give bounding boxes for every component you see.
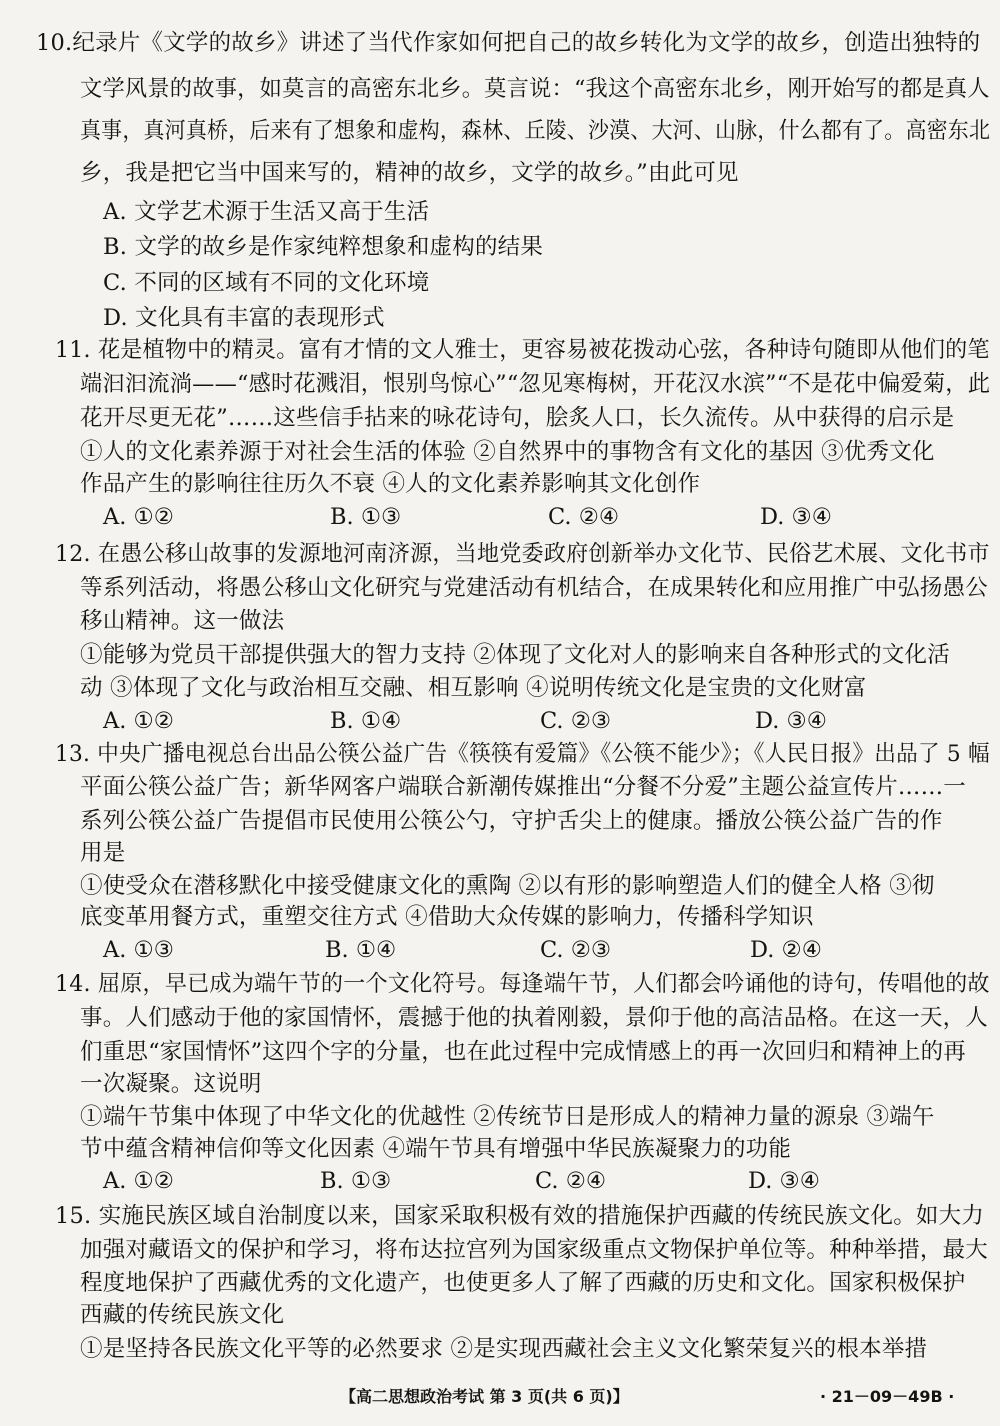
question-11-stem-line: 作品产生的影响往往历久不衰 ④人的文化素养影响其文化创作 [80, 471, 701, 497]
option-c: C. ②③ [540, 708, 612, 734]
option-b: B. ①③ [320, 1168, 392, 1194]
question-10-stem-line: 文学风景的故事，如莫言的高密东北乡。莫言说：“我这个高密东北乡，刚开始写的都是真人 [80, 76, 990, 102]
question-10-stem-line: 乡，我是把它当中国来写的，精神的故乡，文学的故乡。”由此可见 [80, 160, 739, 186]
option-d: D. ③④ [748, 1168, 820, 1194]
question-14-stem-line: 14. 屈原，早已成为端午节的一个文化符号。每逢端午节，人们都会吟诵他的诗句，传唱他的故 [55, 971, 990, 997]
option-a: A. ①② [103, 1168, 174, 1194]
option-a: A. ①③ [103, 937, 174, 963]
footer-exam-title: 【高二思想政治考试 第 3 页(共 6 页)】 [340, 1387, 629, 1406]
choice-d: D. 文化具有丰富的表现形式 [103, 305, 385, 331]
footer-exam-code: · 21－09－49B · [820, 1387, 955, 1406]
question-12-stem-line: 移山精神。这一做法 [80, 608, 285, 634]
question-13-stem-line: 13. 中央广播电视总台出品公筷公益广告《筷筷有爱篇》《公筷不能少》；《人民日报》出品了 5 幅 [55, 741, 990, 767]
question-14-stem-line: 一次凝聚。这说明 [80, 1071, 262, 1097]
question-15-stem-line: 加强对藏语文的保护和学习，将布达拉宫列为国家级重点文物保护单位等。种种举措，最大 [80, 1237, 989, 1263]
option-b: B. ①③ [330, 504, 402, 530]
question-13-stem-line: 系列公筷公益广告提倡市民使用公筷公勺，守护舌尖上的健康。播放公筷公益广告的作 [80, 808, 943, 834]
question-14-stem-line: 们重思“家国情怀”这四个字的分量，也在此过程中完成情感上的再一次回归和精神上的再 [80, 1039, 967, 1065]
question-14-stem-line: 事。人们感动于他的家国情怀，震撼于他的执着刚毅，景仰于他的高洁品格。在这一天，人 [80, 1005, 989, 1031]
question-14-stem-line: ①端午节集中体现了中华文化的优越性 ②传统节日是形成人的精神力量的源泉 ③端午 [80, 1104, 935, 1130]
choice-a: A. 文学艺术源于生活又高于生活 [103, 199, 430, 225]
question-13-stem-line: ①使受众在潜移默化中接受健康文化的熏陶 ②以有形的影响塑造人们的健全人格 ③彻 [80, 873, 935, 899]
question-13-stem-line: 平面公筷公益广告；新华网客户端联合新潮传媒推出“分餐不分爱”主题公益宣传片……一 [80, 774, 967, 800]
option-c: C. ②③ [540, 937, 612, 963]
option-d: D. ②④ [750, 937, 822, 963]
option-b: B. ①④ [330, 708, 402, 734]
question-11-stem-line: 11. 花是植物中的精灵。富有才情的文人雅士，更容易被花拨动心弦，各种诗句随即从他们的笔 [55, 337, 990, 363]
option-c: C. ②④ [535, 1168, 607, 1194]
question-12-stem-line: 动 ③体现了文化与政治相互交融、相互影响 ④说明传统文化是宝贵的文化财富 [80, 675, 867, 701]
question-12-stem-line: 等系列活动，将愚公移山文化研究与党建活动有机结合，在成果转化和应用推广中弘扬愚公 [80, 575, 989, 601]
options-row [0, 935, 1000, 965]
question-13-stem-line: 用是 [80, 840, 126, 866]
question-13-stem-line: 底变革用餐方式，重塑交往方式 ④借助大众传媒的影响力，传播科学知识 [80, 904, 814, 930]
question-12-stem-line: 12. 在愚公移山故事的发源地河南济源，当地党委政府创新举办文化节、民俗艺术展、文化书市 [55, 541, 990, 567]
option-b: B. ①④ [325, 937, 397, 963]
option-a: A. ①② [103, 708, 174, 734]
question-15-stem-line: 西藏的传统民族文化 [80, 1302, 285, 1328]
question-12-stem-line: ①能够为党员干部提供强大的智力支持 ②体现了文化对人的影响来自各种形式的文化活 [80, 642, 950, 668]
choice-b: B. 文学的故乡是作家纯粹想象和虚构的结果 [103, 234, 544, 260]
question-11-stem-line: 端汩汩流淌——“感时花溅泪，恨别鸟惊心”“忽见寒梅树，开花汉水滨”“不是花中偏爱菊，此 [80, 371, 991, 397]
question-10-stem-line: 真事，真河真桥，后来有了想象和虚构，森林、丘陵、沙漠、大河、山脉，什么都有了。高密东北 [80, 118, 991, 144]
question-11-stem-line: ①人的文化素养源于对社会生活的体验 ②自然界中的事物含有文化的基因 ③优秀文化 [80, 439, 935, 465]
question-15-stem-line: 15. 实施民族区域自治制度以来，国家采取积极有效的措施保护西藏的传统民族文化。如大力 [55, 1203, 985, 1229]
question-10-stem-line: 10.纪录片《文学的故乡》讲述了当代作家如何把自己的故乡转化为文学的故乡，创造出独特的 [36, 30, 981, 56]
option-d: D. ③④ [755, 708, 827, 734]
options-row [0, 502, 1000, 532]
question-11-stem-line: 花开尽更无花”……这些信手拈来的咏花诗句，脍炙人口，长久流传。从中获得的启示是 [80, 405, 955, 431]
option-a: A. ①② [103, 504, 174, 530]
question-15-stem-line: 程度地保护了西藏优秀的文化遗产，也使更多人了解了西藏的历史和文化。国家积极保护 [80, 1270, 966, 1296]
choice-c: C. 不同的区域有不同的文化环境 [103, 270, 430, 296]
option-d: D. ③④ [760, 504, 832, 530]
option-c: C. ②④ [548, 504, 620, 530]
question-15-stem-line: ①是坚持各民族文化平等的必然要求 ②是实现西藏社会主义文化繁荣复兴的根本举措 [80, 1336, 928, 1362]
question-14-stem-line: 节中蕴含精神信仰等文化因素 ④端午节具有增强中华民族凝聚力的功能 [80, 1136, 792, 1162]
options-row [0, 1166, 1000, 1196]
options-row [0, 706, 1000, 736]
page-footer [0, 1382, 1000, 1412]
